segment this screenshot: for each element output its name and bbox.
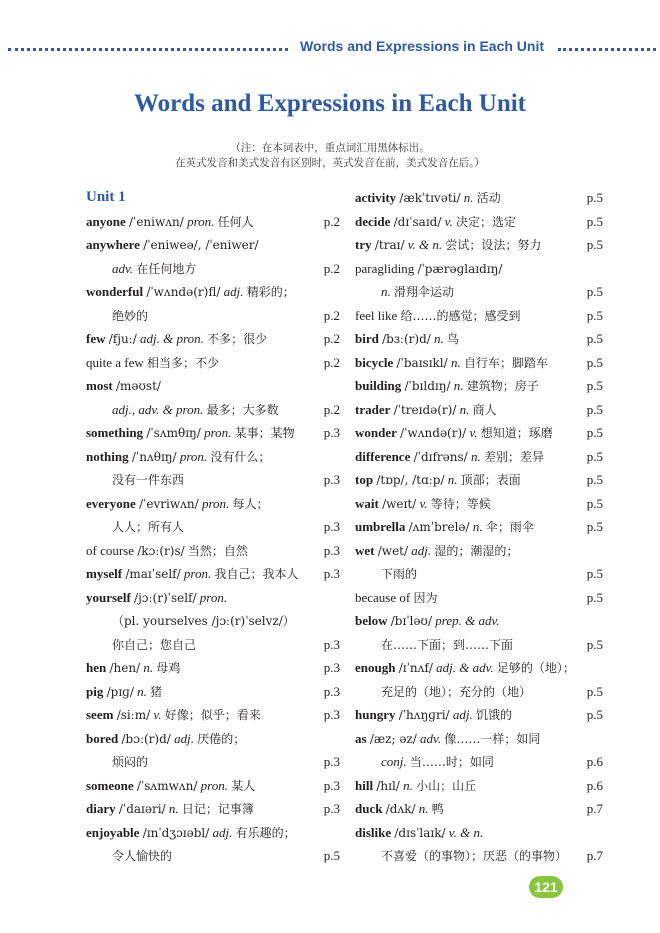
entry-meaning: 任何人 <box>217 214 254 229</box>
entry-pos: n. <box>137 683 147 699</box>
entry-meaning: 某事；某物 <box>234 426 295 440</box>
entry-meaning: 精彩的； <box>246 285 295 299</box>
entry-page-ref: p.3 <box>322 515 340 539</box>
entry-word: yourself <box>86 589 131 605</box>
header-dots-left <box>8 48 288 51</box>
entry-page-ref: p.6 <box>585 750 603 774</box>
entry-word: hen <box>86 660 107 675</box>
entry-phonetic: /hen/ <box>109 661 141 675</box>
entry-phonetic: /jɔː(r)ˈself/ <box>134 590 197 605</box>
entry-pos: n. <box>143 660 154 675</box>
entry-line <box>86 680 340 704</box>
entry-line <box>86 280 340 304</box>
entry-line <box>355 586 603 610</box>
entry-phonetic: /ˈdaɪəri/ <box>118 802 166 816</box>
entry-meaning: 在任何地方 <box>136 261 197 276</box>
entry-word: below <box>355 613 388 628</box>
entry-line <box>86 774 340 798</box>
entry-page-ref: p.5 <box>585 492 603 516</box>
entry-meaning: 在……下面；到……下面 <box>381 637 514 652</box>
entry-page-ref: p.5 <box>585 421 603 445</box>
entry-word: quite a few <box>86 354 144 370</box>
entry-line <box>86 844 340 868</box>
entry-meaning: 烦闷的 <box>112 755 149 769</box>
entry-phonetic: （pl. yourselves /jɔː(r)ˈselvz/） <box>112 614 295 628</box>
entry-phonetic: /siːm/ <box>116 708 151 722</box>
entry-meaning: 鸭 <box>431 802 444 816</box>
entry-meaning: 每人； <box>232 496 269 511</box>
note-line-1: （注：在本词表中，重点词汇用黑体标出。 <box>230 142 430 154</box>
entry-line <box>86 727 340 751</box>
entry-meaning: 建筑物；房子 <box>466 379 539 393</box>
entry-page-ref: p.3 <box>322 703 340 727</box>
note-line-2: 在英式发音和美式发音有区别时，英式发音在前，美式发音在后。） <box>175 157 485 169</box>
entry-phonetic: /dɪˈsaɪd/ <box>393 214 442 229</box>
page-title: Words and Expressions in Each Unit <box>133 90 527 117</box>
entry-word: paragliding <box>355 260 415 276</box>
entry-meaning: 等待；等候 <box>430 496 491 511</box>
entry-word: wonder <box>355 425 397 440</box>
entry-line <box>355 727 603 751</box>
entry-meaning: 自行车；脚踏车 <box>463 355 548 370</box>
entry-pos: v. & n. <box>448 824 484 840</box>
entry-meaning: 商人 <box>472 402 497 417</box>
entry-meaning: 当……时；如同 <box>409 755 494 769</box>
entry-pos: n. <box>168 801 179 816</box>
entry-line <box>355 774 603 798</box>
entry-word: of course <box>86 542 135 558</box>
entry-meaning: 想知道；琢磨 <box>480 426 553 440</box>
entry-page-ref: p.3 <box>322 421 340 445</box>
entry-meaning: 鸟 <box>447 332 460 346</box>
entry-page-ref: p.2 <box>322 398 340 422</box>
entry-line <box>355 257 603 281</box>
entry-page-ref: p.3 <box>322 680 340 704</box>
entry-line <box>355 351 603 375</box>
entry-phonetic: /ˈevriwʌn/ <box>139 496 199 511</box>
entry-line <box>355 539 603 563</box>
entry-meaning: 好像；似乎；看来 <box>164 708 261 722</box>
entry-phonetic: /bɪˈləʊ/ <box>390 614 433 628</box>
entry-line <box>355 703 603 727</box>
entry-page-ref: p.2 <box>322 304 340 328</box>
entry-line <box>355 468 603 492</box>
entry-line <box>86 398 340 422</box>
entry-pos: v. <box>444 213 453 229</box>
entry-page-ref: p.6 <box>585 774 603 798</box>
entry-meaning: 伞；雨伞 <box>485 520 534 534</box>
entry-line <box>86 539 340 563</box>
entry-line <box>86 821 340 845</box>
entry-line <box>86 492 340 516</box>
entry-word: umbrella <box>355 519 406 534</box>
entry-page-ref: p.3 <box>322 656 340 680</box>
entry-page-ref: p.5 <box>585 186 603 210</box>
entry-word: duck <box>355 801 383 816</box>
entry-word: seem <box>86 707 114 722</box>
entry-phonetic: /ˈbɪldɪŋ/ <box>404 379 451 393</box>
entry-pos: adj. <box>452 707 473 722</box>
entry-meaning: 因为 <box>413 590 438 605</box>
entry-pos: adj. <box>174 730 194 746</box>
entry-line <box>355 797 603 821</box>
entry-line <box>355 492 603 516</box>
entry-word: because of <box>355 589 411 605</box>
entry-line <box>86 656 340 680</box>
entry-page-ref: p.3 <box>322 750 340 774</box>
entry-word: bicycle <box>355 354 394 370</box>
entry-phonetic: /ɪˈnʌf/ <box>398 661 433 675</box>
entry-page-ref: p.5 <box>585 703 603 727</box>
entry-page-ref: p.5 <box>585 398 603 422</box>
entry-phonetic: /ˈsʌmwʌn/ <box>136 778 198 793</box>
entry-line <box>86 233 340 257</box>
entry-meaning: 厌倦的； <box>197 731 246 746</box>
entry-meaning: 猪 <box>150 684 163 699</box>
entry-line <box>86 515 340 539</box>
entry-phonetic: /ɪnˈdʒɔɪəbl/ <box>142 825 210 840</box>
entry-page-ref: p.5 <box>585 586 603 610</box>
entry-line <box>86 609 340 633</box>
entry-meaning: 决定；选定 <box>455 214 516 229</box>
entry-pos: adj. <box>411 542 432 558</box>
entry-word: wet <box>355 542 375 558</box>
entry-phonetic: /ˈnʌθɪŋ/ <box>131 449 177 464</box>
entry-page-ref: p.3 <box>322 539 340 563</box>
entry-meaning: 差别；差异 <box>483 449 544 464</box>
entry-pos: v. & n. <box>407 237 443 252</box>
entry-word: wait <box>355 495 379 511</box>
entry-line <box>86 304 340 328</box>
entry-line <box>86 210 340 234</box>
entry-line <box>355 609 603 633</box>
entry-page-ref: p.3 <box>322 562 340 586</box>
entry-word: few <box>86 331 106 346</box>
entry-line <box>86 797 340 821</box>
entry-meaning: 顶部；表面 <box>460 473 521 487</box>
entry-line <box>355 374 603 398</box>
entry-pos: v. <box>469 425 478 440</box>
entry-pos: v. <box>419 495 428 511</box>
entry-phonetic: /dɪsˈlaɪk/ <box>394 825 446 840</box>
entry-pos: pron. <box>200 777 228 793</box>
entry-page-ref: p.7 <box>585 797 603 821</box>
entry-phonetic: /maɪˈself/ <box>125 567 181 581</box>
entry-line <box>355 398 603 422</box>
entry-meaning: 人人；所有人 <box>112 520 185 534</box>
entry-phonetic: /ˈpærəɡlaɪdɪŋ/ <box>417 261 503 276</box>
running-header-title: Words and Expressions in Each Unit <box>300 38 545 54</box>
page-number-badge: 121 <box>529 876 563 898</box>
entry-meaning: 充足的（地）；充分的（地） <box>381 684 532 699</box>
entry-line <box>355 445 603 469</box>
entry-pos: n. <box>381 284 391 299</box>
entry-pos: pron. <box>201 495 230 511</box>
entry-word: top <box>355 472 374 487</box>
entry-page-ref: p.5 <box>322 844 340 868</box>
entry-word: hungry <box>355 707 396 722</box>
vocab-column-right <box>355 186 603 868</box>
entry-word: something <box>86 425 144 440</box>
entry-meaning: 没有什么； <box>210 449 271 464</box>
entry-meaning: 没有一件东西 <box>112 473 185 487</box>
entry-word: trader <box>355 401 391 417</box>
entry-line <box>355 233 603 257</box>
entry-phonetic: /wet/ <box>377 543 409 558</box>
entry-pos: n. <box>434 331 444 346</box>
entry-page-ref: p.2 <box>322 327 340 351</box>
entry-line <box>355 680 603 704</box>
entry-meaning: 湿的；潮湿的； <box>434 543 519 558</box>
entry-pos: n. <box>470 448 481 464</box>
running-header <box>0 38 660 60</box>
entry-word: difference <box>355 448 411 464</box>
entry-page-ref: p.2 <box>322 351 340 375</box>
entry-line <box>86 445 340 469</box>
header-dots-right <box>558 48 656 51</box>
entry-line <box>86 586 340 610</box>
entry-page-ref: p.5 <box>585 280 603 304</box>
entry-meaning: 最多；大多数 <box>206 402 279 417</box>
entry-pos: n. <box>459 401 470 417</box>
vocab-column-left <box>86 186 340 868</box>
entry-word: anyone <box>86 213 126 229</box>
entry-word: decide <box>355 213 391 229</box>
entry-pos: pron. <box>183 566 212 581</box>
entry-pos: adj. & pron. <box>140 331 204 346</box>
entry-word: someone <box>86 777 134 793</box>
entry-word: bird <box>355 331 379 346</box>
entry-phonetic: /æz; əz/ <box>369 731 417 746</box>
entry-line <box>86 351 340 375</box>
entry-meaning: 日记；记事簿 <box>181 802 254 816</box>
entry-page-ref: p.5 <box>585 468 603 492</box>
entry-meaning: 像……一样；如同 <box>444 731 541 746</box>
entry-phonetic: /ˈbaɪsɪkl/ <box>396 355 448 370</box>
entry-pos: pron. <box>204 425 232 440</box>
entry-line <box>86 421 340 445</box>
entry-line <box>86 562 340 586</box>
entry-phonetic: /weɪt/ <box>382 496 417 511</box>
entry-line <box>355 304 603 328</box>
entry-line <box>355 562 603 586</box>
entry-meaning: 尝试；设法；努力 <box>445 238 542 252</box>
entry-pos: conj. <box>381 754 407 769</box>
entry-word: bored <box>86 730 119 746</box>
entry-phonetic: /ækˈtɪvəti/ <box>399 191 461 205</box>
entry-page-ref: p.5 <box>585 374 603 398</box>
entry-pos: adv. <box>112 260 134 276</box>
entry-phonetic: /məʊst/ <box>115 379 161 393</box>
entry-line <box>355 186 603 210</box>
entry-pos: pron. <box>179 448 208 464</box>
entry-word: building <box>355 378 402 393</box>
entry-page-ref: p.5 <box>585 233 603 257</box>
entry-page-ref: p.5 <box>585 327 603 351</box>
entry-phonetic: /ˈwʌndə(r)/ <box>400 426 467 440</box>
entry-word: feel like <box>355 307 398 323</box>
entry-phonetic: /ˈtreɪdə(r)/ <box>393 402 457 417</box>
entry-meaning: 小山；山丘 <box>416 778 477 793</box>
entry-meaning: 令人愉快的 <box>112 849 173 863</box>
entry-pos: n. <box>403 777 413 793</box>
entry-page-ref: p.3 <box>322 797 340 821</box>
entry-line <box>86 374 340 398</box>
entry-page-ref: p.5 <box>585 633 603 657</box>
entry-word: activity <box>355 190 397 205</box>
entry-meaning: 相当多；不少 <box>147 355 220 370</box>
entry-line <box>355 280 603 304</box>
entry-line <box>86 750 340 774</box>
entry-meaning: 滑翔伞运动 <box>394 285 455 299</box>
entry-word: wonderful <box>86 284 144 299</box>
entry-meaning: 我自己；我本人 <box>214 567 299 581</box>
entry-word: enjoyable <box>86 824 140 840</box>
entry-page-ref: p.5 <box>585 562 603 586</box>
entry-pos: n. <box>450 354 461 370</box>
entry-phonetic: /ˈeniwʌn/ <box>128 214 184 229</box>
entry-pos: adj., adv. & pron. <box>112 401 204 417</box>
entry-phonetic: /ˈsʌmθɪŋ/ <box>146 426 201 440</box>
entry-pos: n. <box>472 519 483 534</box>
entry-phonetic: /tɒp/, /tɑːp/ <box>376 473 445 487</box>
entry-word: as <box>355 730 367 746</box>
entry-line <box>86 257 340 281</box>
entry-line <box>355 656 603 680</box>
entry-page-ref: p.7 <box>585 844 603 868</box>
entry-line <box>86 327 340 351</box>
entry-word: everyone <box>86 495 136 511</box>
entry-line <box>355 844 603 868</box>
entry-pos: n. <box>418 801 429 816</box>
entry-meaning: 母鸡 <box>156 661 181 675</box>
entry-line <box>86 468 340 492</box>
unit-heading: Unit 1 <box>86 189 126 205</box>
entry-page-ref: p.5 <box>585 515 603 539</box>
entry-meaning: 给……的感觉；感受到 <box>400 308 521 323</box>
entry-word: pig <box>86 683 104 699</box>
entry-line <box>86 633 340 657</box>
entry-pos: pron. <box>187 213 215 229</box>
entry-phonetic: /bɔː(r)d/ <box>121 731 171 746</box>
entry-page-ref: p.3 <box>322 633 340 657</box>
entry-phonetic: /pɪɡ/ <box>106 684 134 699</box>
entry-meaning: 绝妙的 <box>112 308 149 323</box>
entry-meaning: 足够的（地）； <box>496 661 575 675</box>
entry-meaning: 饥饿的 <box>475 708 512 722</box>
entry-phonetic: /bɜː(r)d/ <box>382 332 431 346</box>
entry-word: try <box>355 237 372 252</box>
entry-phonetic: /ʌmˈbrelə/ <box>408 520 470 534</box>
entry-pos: adv. <box>420 730 442 746</box>
entry-page-ref: p.5 <box>585 304 603 328</box>
entry-meaning: 你自己；您自己 <box>112 637 197 652</box>
entry-word: anywhere <box>86 237 140 252</box>
entry-word: diary <box>86 801 116 816</box>
entry-line <box>355 750 603 774</box>
entry-pos: adj. <box>212 824 233 840</box>
entry-page-ref: p.5 <box>585 445 603 469</box>
entry-meaning: 活动 <box>476 191 501 205</box>
entry-phonetic: /ˈwʌndə(r)fl/ <box>146 285 221 299</box>
entry-line <box>355 515 603 539</box>
entry-phonetic: /kɔː(r)s/ <box>137 543 185 558</box>
entry-word: enough <box>355 660 396 675</box>
entry-phonetic: /ˈeniweə/, /ˈeniwer/ <box>143 238 259 252</box>
entry-word: most <box>86 378 113 393</box>
entry-pos: adj. <box>223 284 244 299</box>
entry-meaning: 下雨的 <box>381 567 418 581</box>
entry-meaning: 有乐趣的； <box>235 825 296 840</box>
entry-phonetic: /dʌk/ <box>385 802 416 816</box>
entry-meaning: 不喜爱（的事物）；厌恶（的事物） <box>381 849 568 863</box>
entry-line <box>355 821 603 845</box>
entry-line <box>355 633 603 657</box>
entry-line <box>86 703 340 727</box>
entry-word: nothing <box>86 448 129 464</box>
entry-phonetic: /traɪ/ <box>374 238 405 252</box>
entry-word: hill <box>355 777 374 793</box>
entry-line <box>355 210 603 234</box>
entry-phonetic: /ˈhʌŋɡri/ <box>398 708 450 722</box>
entry-word: dislike <box>355 824 392 840</box>
entry-phonetic: /hɪl/ <box>376 778 400 793</box>
entry-page-ref: p.5 <box>585 210 603 234</box>
entry-pos: adj. & adv. <box>436 660 494 675</box>
entry-pos: prep. & adv. <box>435 613 500 628</box>
entry-meaning: 某人 <box>231 778 256 793</box>
entry-phonetic: /fjuː/ <box>108 332 137 346</box>
entry-pos: v. <box>153 707 162 722</box>
entry-pos: n. <box>453 378 464 393</box>
entry-word: myself <box>86 566 123 581</box>
entry-phonetic: /ˈdɪfrəns/ <box>413 449 468 464</box>
entry-line <box>355 327 603 351</box>
entry-meaning: 当然；自然 <box>187 543 248 558</box>
entry-page-ref: p.3 <box>322 468 340 492</box>
entry-pos: pron. <box>199 589 228 605</box>
entry-page-ref: p.3 <box>322 774 340 798</box>
entry-pos: n. <box>447 472 458 487</box>
entry-pos: n. <box>463 190 474 205</box>
entry-page-ref: p.5 <box>585 680 603 704</box>
entry-page-ref: p.2 <box>322 210 340 234</box>
entry-meaning: 不多；很少 <box>207 332 268 346</box>
entry-line <box>355 421 603 445</box>
entry-page-ref: p.5 <box>585 351 603 375</box>
entry-page-ref: p.2 <box>322 257 340 281</box>
